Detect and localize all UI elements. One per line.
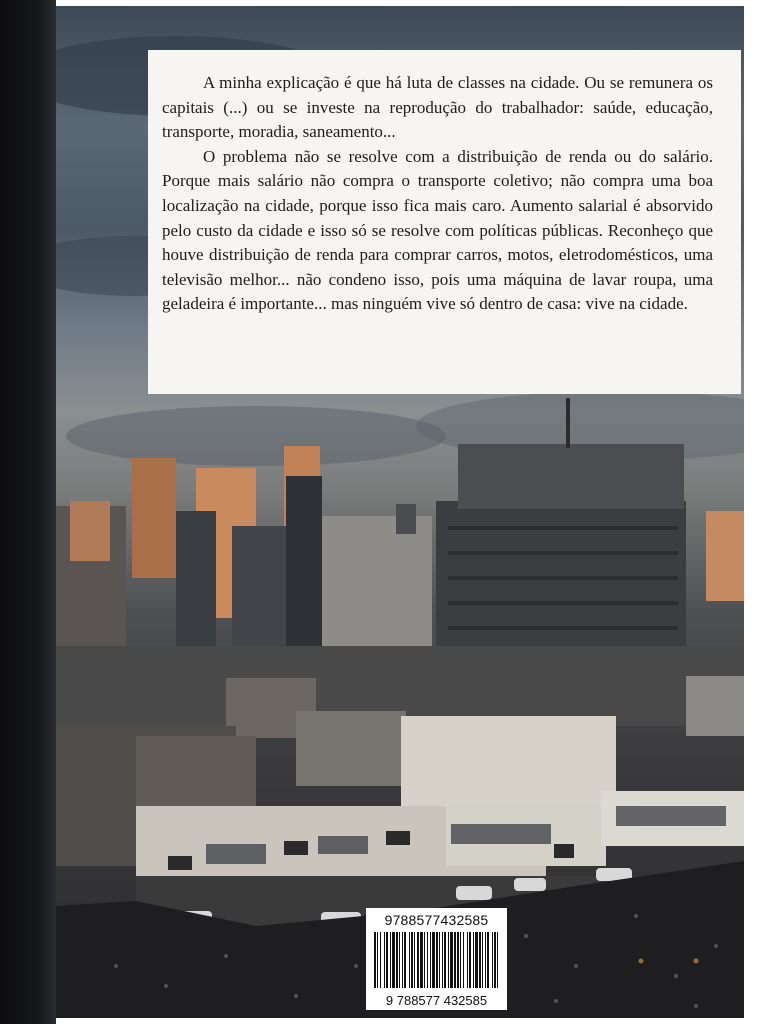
barcode-bar	[374, 932, 376, 988]
barcode-bar	[450, 932, 453, 988]
barcode-bar	[402, 932, 403, 988]
barcode-bar	[442, 932, 443, 988]
barcode-bar	[436, 932, 438, 988]
barcode-bar	[448, 932, 449, 988]
barcode-bar	[404, 932, 406, 988]
barcode-bar	[494, 932, 496, 988]
barcode-bar	[430, 932, 431, 988]
barcode-bar	[460, 932, 461, 988]
barcode-bar	[420, 932, 423, 988]
barcode-bar	[463, 932, 464, 988]
barcode-bar	[492, 932, 493, 988]
barcode-bar	[432, 932, 435, 988]
quote-panel	[148, 50, 741, 394]
isbn-number-bottom: 9 788577 432585	[385, 993, 488, 1008]
barcode-bar	[386, 932, 388, 988]
barcode-bar	[417, 932, 419, 988]
barcode-bar	[392, 932, 395, 988]
barcode-bar	[482, 932, 483, 988]
barcode-bar	[396, 932, 398, 988]
barcode-bar	[414, 932, 415, 988]
barcode-bar	[380, 932, 381, 988]
barcode-bar	[479, 932, 481, 988]
barcode-bars	[374, 932, 499, 988]
barcode-bar	[469, 932, 471, 988]
barcode-bar	[475, 932, 478, 988]
isbn-number-top: 9788577432585	[384, 912, 489, 928]
barcode-bar	[384, 932, 385, 988]
barcode-bar	[454, 932, 456, 988]
barcode-bar	[487, 932, 489, 988]
barcode-bar	[473, 932, 474, 988]
barcode-bar	[409, 932, 410, 988]
barcode-bar	[485, 932, 486, 988]
barcode-bar	[377, 932, 378, 988]
barcode-bar	[467, 932, 468, 988]
book-spine-shadow	[0, 0, 56, 1024]
barcode-bar	[427, 932, 428, 988]
quote-paragraph-1: A minha explicação é que há luta de classes na cidade. Ou se remunera os capitais (...) ou se investe na reprodução do trabalhador: saúde, educação, transporte, moradia, saneamento...	[162, 73, 713, 142]
barcode-bar	[399, 932, 400, 988]
barcode-bar	[497, 932, 498, 988]
barcode-bar	[439, 932, 440, 988]
isbn-barcode	[366, 908, 507, 1010]
barcode-bar	[424, 932, 425, 988]
quote-paragraph-2: O problema não se resolve com a distribuição de renda ou do salário. Porque mais salário não compra o transporte coletivo; não compra uma boa localização na cidade, porque isso fica mais caro. Aumento salarial é absorvido pelo custo da cidade e isso só se resolve com políticas públicas. Reconheço que houve distribuição de renda para comprar carros, motos, eletrodomésticos, uma televisão melhor... não condeno isso, pois uma máquina de lavar roupa, uma geladeira é importante... mas ninguém vive só dentro de casa: vive na cidade.	[162, 146, 713, 314]
barcode-bar	[444, 932, 446, 988]
barcode-bar	[411, 932, 413, 988]
barcode-bar	[457, 932, 459, 988]
barcode-bar	[390, 932, 391, 988]
